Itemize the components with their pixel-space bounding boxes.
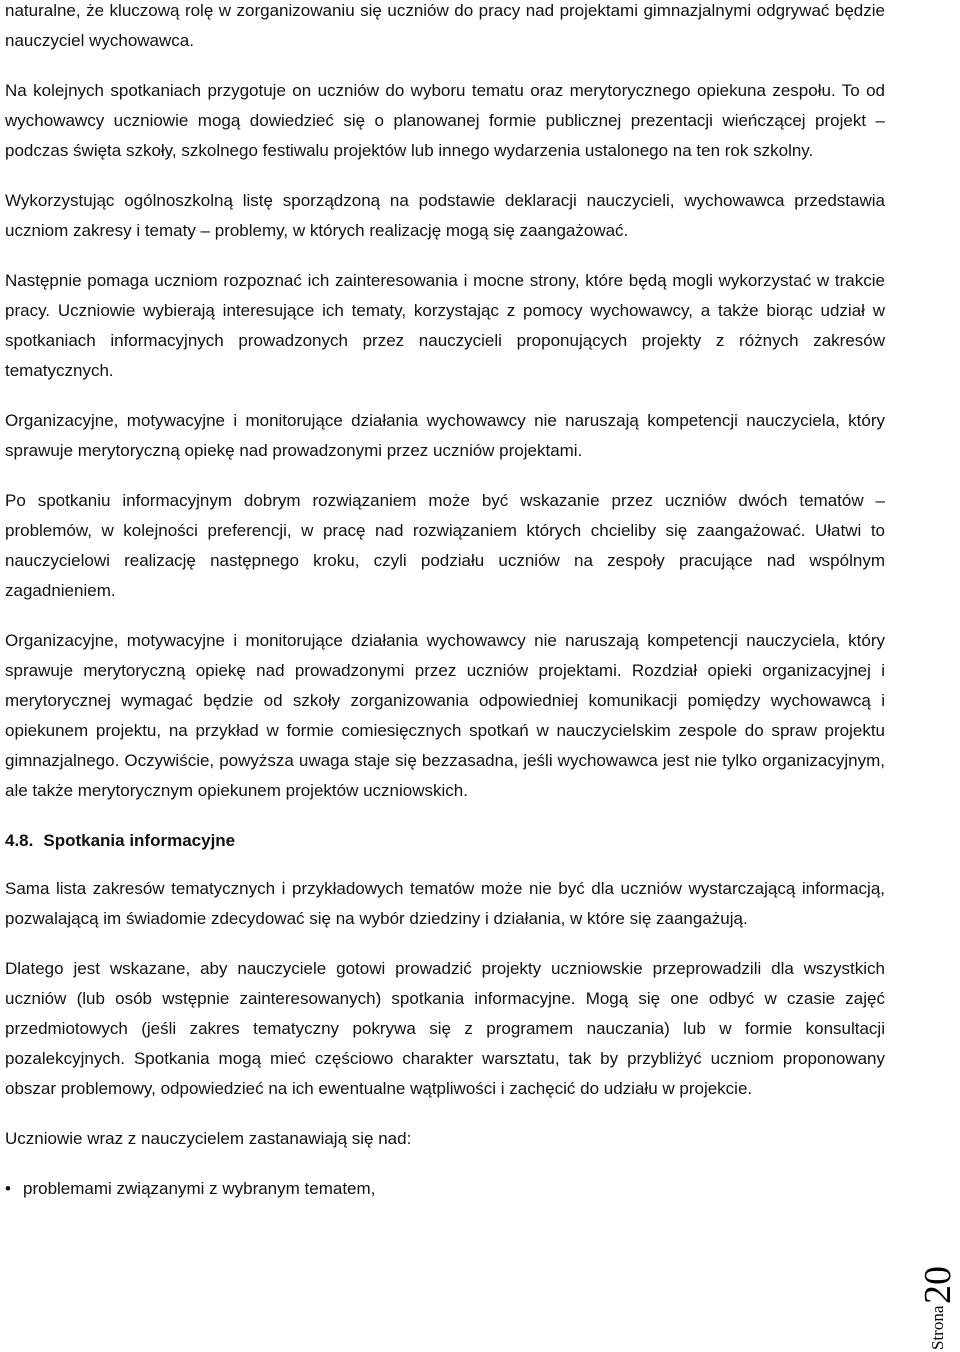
page-label: Strona xyxy=(928,1305,947,1350)
list-item-text: problemami związanymi z wybranym tematem, xyxy=(23,1179,376,1198)
paragraph: Dlatego jest wskazane, aby nauczyciele gotowi prowadzić projekty uczniowskie przeprowadzili dla wszystkich uczniów (lub osób wstępnie zainteresowanych) spotkania informacyjne. Mogą się one odbyć w czasie zajęć przedmiotowych (jeśli zakres tematyczny pokrywa się z programem nauczania) lub w formie konsultacji pozalekcyjnych. Spotkania mogą mieć częściowo charakter warsztatu, tak by przybliżyć uczniom proponowany obszar problemowy, odpowiedzieć na ich ewentualne wątpliwości i zachęcić do udziału w projekcie. xyxy=(5,959,885,1098)
section-number: 4.8. xyxy=(5,831,34,850)
section-title: Spotkania informacyjne xyxy=(43,831,236,850)
section-heading xyxy=(5,826,885,856)
bullet-icon: • xyxy=(5,1179,11,1198)
paragraph: Organizacyjne, motywacyjne i monitorujące działania wychowawcy nie naruszają kompetencji nauczyciela, który sprawuje merytoryczną opiekę nad prowadzonymi przez uczniów projektami. Rozdział opieki organizacyjnej i merytorycznej wymagać będzie od szkoły zorganizowania odpowiedniej komunikacji pomiędzy wychowawcą i opiekunem projektu, na przykład w formie comiesięcznych spotkań w nauczycielskim zespole do spraw projektu gimnazjalnego. Oczywiście, powyższa uwaga staje się bezzasadna, jeśli wychowawca jest nie tylko organizacyjnym, ale także merytorycznym opiekunem projektów uczniowskich. xyxy=(5,631,885,800)
list-item xyxy=(5,1174,885,1204)
paragraph: Sama lista zakresów tematycznych i przykładowych tematów może nie być dla uczniów wystarczającą informacją, pozwalającą im świadomie zdecydować się na wybór dziedziny i działania, w które się zaangażują. xyxy=(5,879,885,928)
paragraph: Uczniowie wraz z nauczycielem zastanawiają się nad: xyxy=(5,1129,412,1148)
document-page xyxy=(5,0,885,1204)
paragraph: Organizacyjne, motywacyjne i monitorujące działania wychowawcy nie naruszają kompetencji nauczyciela, który sprawuje merytoryczną opiekę nad prowadzonymi przez uczniów projektami. xyxy=(5,411,885,460)
page-number xyxy=(918,1230,958,1350)
paragraph: Na kolejnych spotkaniach przygotuje on uczniów do wyboru tematu oraz merytorycznego opiekuna zespołu. To od wychowawcy uczniowie mogą dowiedzieć się o planowanej formie publicznej prezentacji wieńczącej projekt – podczas święta szkoły, szkolnego festiwalu projektów lub innego wydarzenia ustalonego na ten rok szkolny. xyxy=(5,81,885,160)
paragraph: Wykorzystując ogólnoszkolną listę sporządzoną na podstawie deklaracji nauczycieli, wychowawca przedstawia uczniom zakresy i tematy – problemy, w których realizację mogą się zaangażować. xyxy=(5,191,885,240)
paragraph: Następnie pomaga uczniom rozpoznać ich zainteresowania i mocne strony, które będą mogli wykorzystać w trakcie pracy. Uczniowie wybierają interesujące ich tematy, korzystając z pomocy wychowawcy, a także biorąc udział w spotkaniach informacyjnych prowadzonych przez nauczycieli proponujących projekty z różnych zakresów tematycznych. xyxy=(5,271,885,380)
page-number-value: 20 xyxy=(917,1265,959,1304)
paragraph: naturalne, że kluczową rolę w zorganizowaniu się uczniów do pracy nad projektami gimnazjalnymi odgrywać będzie nauczyciel wychowawca. xyxy=(5,1,885,50)
paragraph: Po spotkaniu informacyjnym dobrym rozwiązaniem może być wskazanie przez uczniów dwóch tematów – problemów, w kolejności preferencji, w pracę nad rozwiązaniem których chcieliby się zaangażować. Ułatwi to nauczycielowi realizację następnego kroku, czyli podziału uczniów na zespoły pracujące nad wspólnym zagadnieniem. xyxy=(5,491,885,600)
bullet-list xyxy=(5,1174,885,1204)
